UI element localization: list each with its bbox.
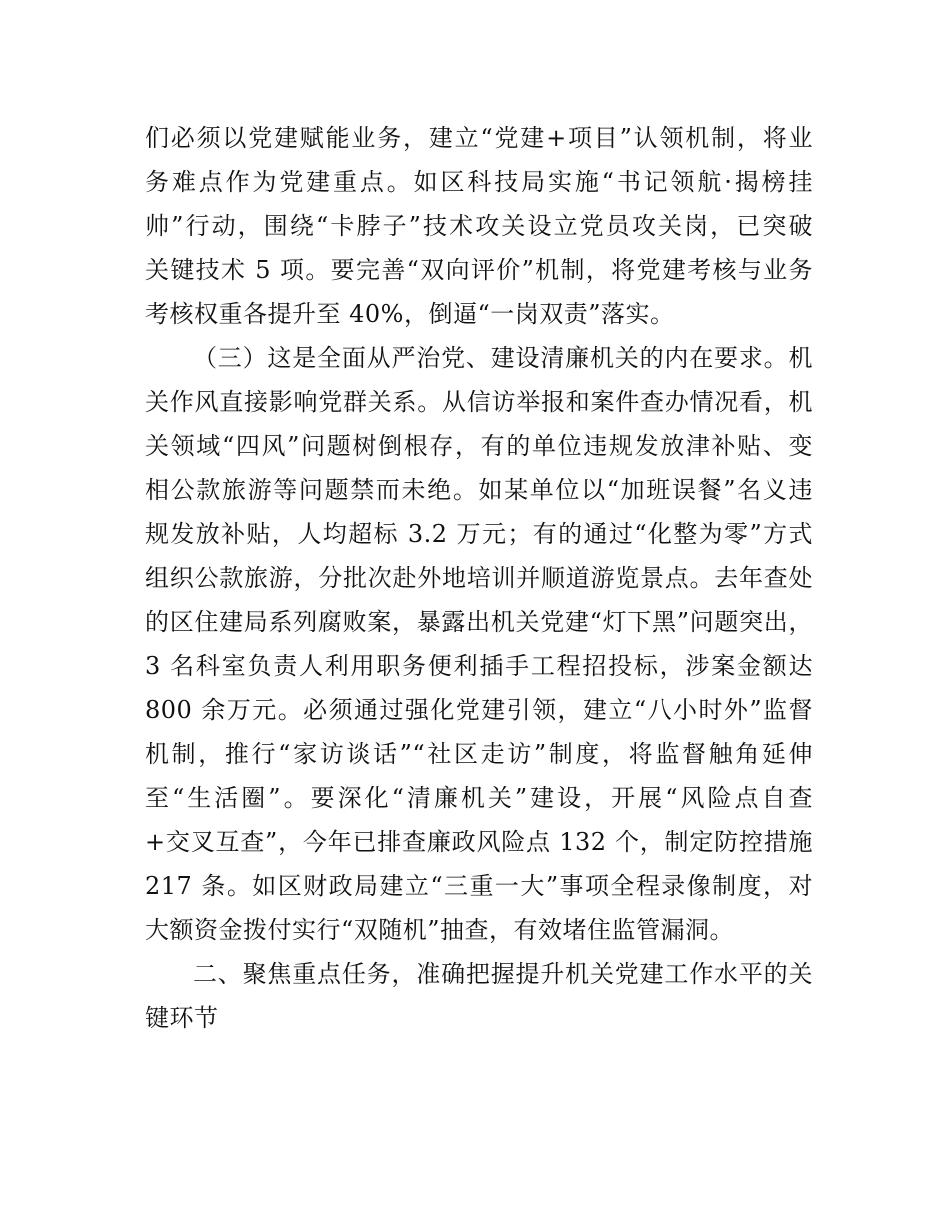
text-line: 们必须以党建赋能业务，建立“党建+项目”认领机制，将业 <box>145 124 813 152</box>
text-line: 务难点作为党建重点。如区科技局实施“书记领航·揭榜挂 <box>145 168 813 196</box>
text-line: 关领域“四风”问题树倒根存，有的单位违规发放津补贴、变 <box>145 432 813 460</box>
text-line: 帅”行动，围绕“卡脖子”技术攻关设立党员攻关岗，已突破 <box>145 212 813 240</box>
text-line: 考核权重各提升至 40%，倒逼“一岗双责”落实。 <box>145 300 675 328</box>
text-line: 3 名科室负责人利用职务便利插手工程招投标，涉案金额达 <box>145 652 813 680</box>
text-line: +交叉互查”，今年已排查廉政风险点 132 个，制定防控措施 <box>145 828 813 856</box>
text-line: 217 条。如区财政局建立“三重一大”事项全程录像制度，对 <box>145 872 813 900</box>
section-heading-2 <box>145 952 813 1040</box>
document-body <box>145 116 813 1040</box>
text-line: 至“生活圈”。要深化“清廉机关”建设，开展“风险点自查 <box>145 784 813 812</box>
text-line: 的区住建局系列腐败案，暴露出机关党建“灯下黑”问题突出， <box>145 608 813 636</box>
heading-line: 键环节 <box>145 1004 219 1032</box>
heading-line: 二、聚焦重点任务，准确把握提升机关党建工作水平的关 <box>193 960 813 988</box>
text-line: 大额资金拨付实行“双随机”抽查，有效堵住监管漏洞。 <box>145 916 735 944</box>
text-line: 800 余万元。必须通过强化党建引领，建立“八小时外”监督 <box>145 696 813 724</box>
paragraph-2 <box>145 336 813 952</box>
text-line: （三）这是全面从严治党、建设清廉机关的内在要求。机 <box>193 344 813 372</box>
text-line: 相公款旅游等问题禁而未绝。如某单位以“加班误餐”名义违 <box>145 476 813 504</box>
text-line: 规发放补贴，人均超标 3.2 万元；有的通过“化整为零”方式 <box>145 520 813 548</box>
text-line: 关作风直接影响党群关系。从信访举报和案件查办情况看，机 <box>145 388 813 416</box>
text-line: 关键技术 5 项。要完善“双向评价”机制，将党建考核与业务 <box>145 256 813 284</box>
text-line: 机制，推行“家访谈话”“社区走访”制度，将监督触角延伸 <box>145 740 813 768</box>
paragraph-1 <box>145 116 813 336</box>
text-line: 组织公款旅游，分批次赴外地培训并顺道游览景点。去年查处 <box>145 564 813 592</box>
